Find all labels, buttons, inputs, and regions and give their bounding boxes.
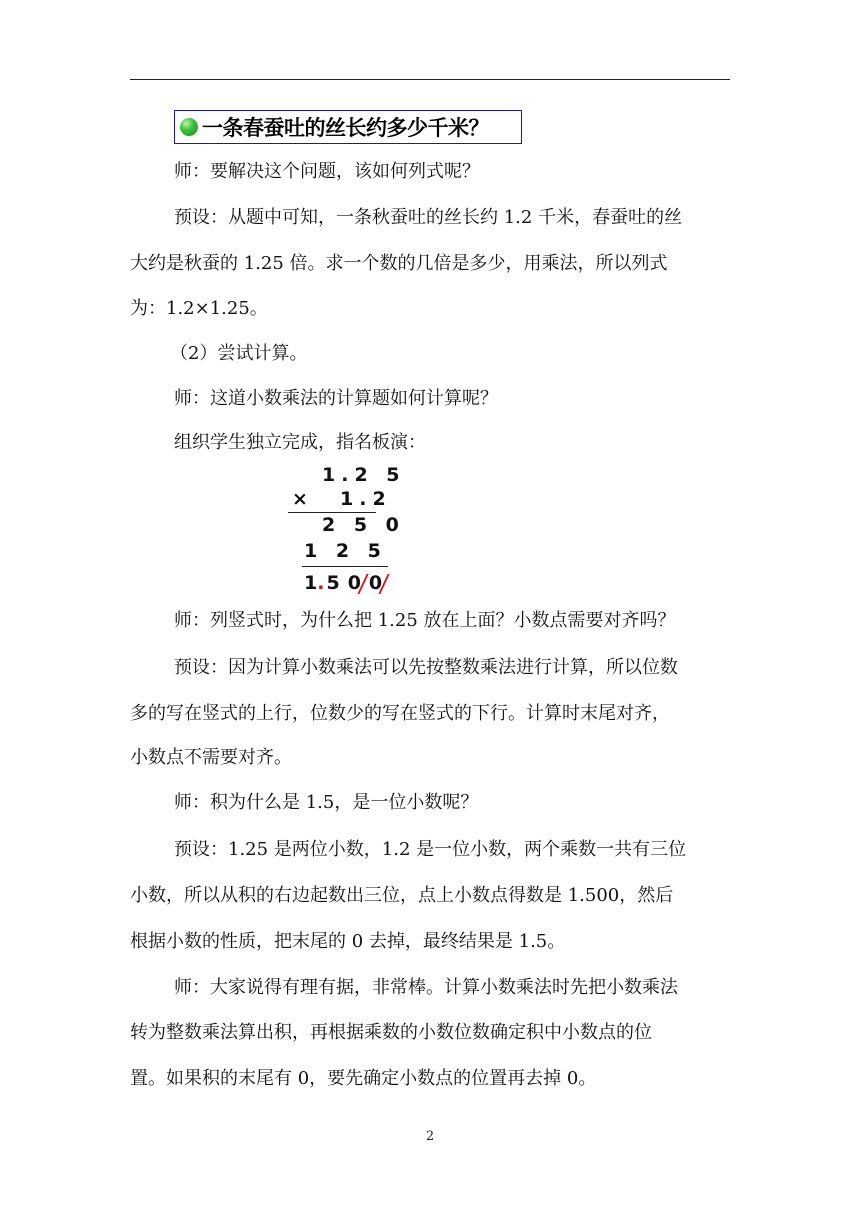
multiply-sign: ×	[292, 488, 314, 510]
section-heading-box	[174, 110, 522, 144]
product-digit: 5	[326, 572, 340, 594]
paragraph: 转为整数乘法算出积，再根据乘数的小数位数确定积中小数点的位	[130, 1022, 652, 1043]
multiplicand: 1.2 5	[322, 464, 406, 486]
paragraph: 根据小数的性质，把末尾的 0 去掉，最终结果是 1.5。	[130, 931, 566, 952]
paragraph: 师：列竖式时，为什么把 1.25 放在上面？小数点需要对齐吗？	[174, 610, 676, 631]
section-heading: 一条春蚕吐的丝长约多少千米？	[202, 116, 489, 140]
struck-zero: 0	[368, 572, 383, 594]
calc-line-1	[288, 512, 376, 513]
paragraph: 预设：因为计算小数乘法可以先按整数乘法进行计算，所以位数	[174, 657, 678, 678]
green-bullet-icon	[180, 118, 198, 136]
struck-zero: 0	[347, 572, 361, 594]
paragraph: 为：1.2×1.25。	[130, 298, 268, 319]
paragraph: 预设：1.25 是两位小数，1.2 是一位小数，两个乘数一共有三位	[174, 839, 687, 860]
vertical-multiplication	[280, 460, 410, 600]
paragraph: 置。如果积的末尾有 0，要先确定小数点的位置再去掉 0。	[130, 1068, 597, 1089]
paragraph: 预设：从题中可知，一条秋蚕吐的丝长约 1.2 千米，春蚕吐的丝	[174, 207, 683, 228]
multiplier: 1.2	[340, 488, 392, 510]
paragraph: 小数点不需要对齐。	[130, 747, 292, 768]
paragraph: 师：积为什么是 1.5，是一位小数呢？	[174, 792, 479, 813]
paragraph: 组织学生独立完成，指名板演：	[174, 432, 426, 453]
product-digit: 1	[304, 572, 318, 594]
paragraph: 多的写在竖式的上行，位数少的写在竖式的下行。计算时末尾对齐，	[130, 703, 670, 724]
paragraph: （2）尝试计算。	[170, 343, 308, 364]
paragraph: 师：这道小数乘法的计算题如何计算呢？	[174, 388, 498, 409]
header-rule	[130, 79, 730, 80]
product-decimal-point: .	[317, 572, 325, 594]
paragraph: 大约是秋蚕的 1.25 倍。求一个数的几倍是多少，用乘法，所以列式	[130, 253, 668, 274]
partial-product-1: 2 5 0	[322, 514, 405, 536]
page-number: 2	[425, 1129, 435, 1144]
paragraph: 师：要解决这个问题，该如何列式呢？	[174, 161, 480, 182]
paragraph: 师：大家说得有理有据，非常棒。计算小数乘法时先把小数乘法	[174, 977, 678, 998]
calc-line-2	[302, 566, 388, 567]
paragraph: 小数，所以从积的右边起数出三位，点上小数点得数是 1.500，然后	[130, 885, 674, 906]
partial-product-2: 1 2 5	[304, 540, 387, 562]
product	[304, 572, 382, 594]
